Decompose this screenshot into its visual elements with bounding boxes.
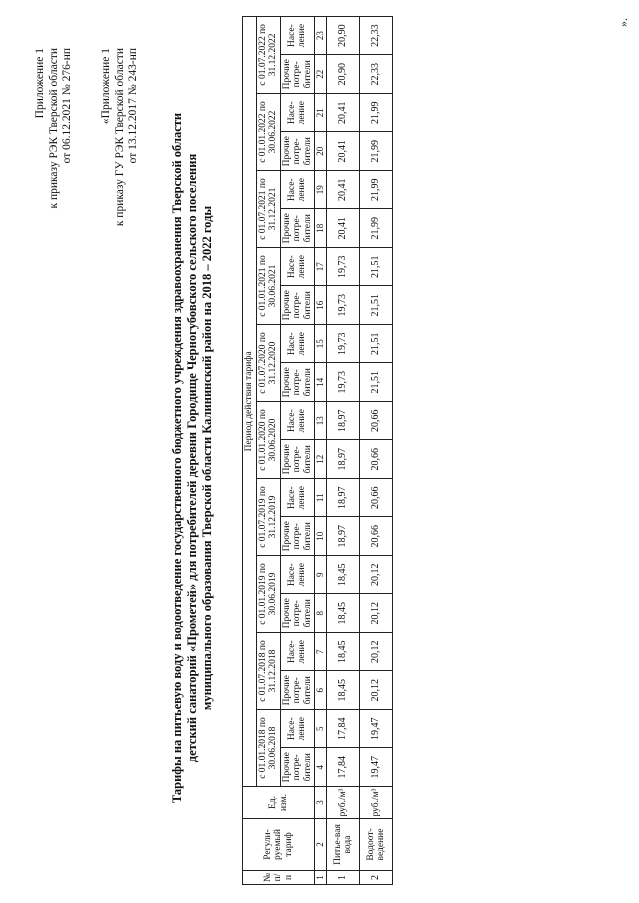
column-number: 5 [315, 710, 327, 749]
tariff-value: 19,73 [327, 286, 360, 325]
tariff-value: 21,99 [360, 209, 393, 248]
tariff-value: 19,73 [327, 325, 360, 364]
column-number: 4 [315, 748, 327, 787]
tariff-value: 20,41 [327, 132, 360, 171]
tariff-value: 19,73 [327, 363, 360, 402]
period-header: с 01.01.2020 по 30.06.2020 [256, 402, 280, 479]
tariff-value: 21,99 [360, 171, 393, 210]
period-header: с 01.01.2021 по 30.06.2021 [256, 248, 280, 325]
column-number: 16 [315, 286, 327, 325]
header-line: к приказу РЭК Тверской области [47, 48, 60, 209]
tariff-value: 19,73 [327, 248, 360, 287]
period-header: с 01.01.2019 по 30.06.2019 [256, 556, 280, 633]
consumer-other-header: Прочие потре-бители [280, 440, 315, 479]
row-tariff-name: Водоот-ведение [360, 819, 393, 871]
document-title [170, 43, 215, 873]
header-no: № п/п [243, 871, 315, 885]
period-header: с 01.07.2018 по 31.12.2018 [256, 633, 280, 710]
title-line: муниципального образования Тверской области Калининский район на 2018 – 2022 годы [200, 205, 214, 711]
period-header: с 01.01.2018 по 30.06.2018 [256, 710, 280, 787]
header-line: от 06.12.2021 № 276-нп [61, 48, 73, 164]
tariff-value: 18,45 [327, 671, 360, 710]
column-number: 9 [315, 556, 327, 595]
title-line: Тарифы на питьевую воду и водоотведение государственного бюджетного учреждения здравоохранения Тверской области [170, 112, 184, 804]
row-number: 2 [360, 871, 393, 885]
row-number: 1 [327, 871, 360, 885]
column-number: 23 [315, 16, 327, 55]
consumer-population-header: Насе-ление [280, 325, 315, 364]
tariff-value: 20,12 [360, 633, 393, 672]
consumer-population-header: Насе-ление [280, 633, 315, 672]
tariff-value: 21,99 [360, 94, 393, 133]
header-row-1 [243, 16, 257, 884]
column-number: 21 [315, 94, 327, 133]
tariff-value: 18,45 [327, 594, 360, 633]
column-number: 2 [315, 819, 327, 871]
row-unit: руб./м³ [360, 787, 393, 819]
consumer-population-header: Насе-ление [280, 248, 315, 287]
tariff-value: 17,84 [327, 748, 360, 787]
period-header: с 01.07.2021 по 31.12.2021 [256, 171, 280, 248]
consumer-population-header: Насе-ление [280, 16, 315, 55]
period-header: с 01.07.2022 по 31.12.2022 [256, 16, 280, 93]
column-number: 18 [315, 209, 327, 248]
header-row-consumers [280, 16, 315, 884]
appendix-header-original [100, 48, 141, 226]
tariff-value: 20,41 [327, 171, 360, 210]
row-tariff-name: Питье-вая вода [327, 819, 360, 871]
tariff-value: 21,51 [360, 286, 393, 325]
row-unit: руб./м³ [327, 787, 360, 819]
header-line: «Приложение 1 [100, 48, 112, 125]
tariff-value: 20,66 [360, 402, 393, 441]
consumer-population-header: Насе-ление [280, 710, 315, 749]
tariff-value: 20,12 [360, 671, 393, 710]
consumer-other-header: Прочие потре-бители [280, 517, 315, 556]
period-header: с 01.07.2020 по 31.12.2020 [256, 325, 280, 402]
consumer-other-header: Прочие потре-бители [280, 748, 315, 787]
tariff-value: 21,51 [360, 363, 393, 402]
tariff-value: 20,66 [360, 479, 393, 518]
tariff-value: 18,97 [327, 479, 360, 518]
tariff-value: 18,45 [327, 633, 360, 672]
column-number: 20 [315, 132, 327, 171]
tariff-value: 19,47 [360, 710, 393, 749]
tariff-value: 20,66 [360, 440, 393, 479]
consumer-population-header: Насе-ление [280, 556, 315, 595]
tariff-value: 18,97 [327, 402, 360, 441]
consumer-population-header: Насе-ление [280, 402, 315, 441]
header-unit: Ед. изм. [243, 787, 315, 819]
column-number: 3 [315, 787, 327, 819]
tariff-value: 20,41 [327, 209, 360, 248]
appendix-header-current [34, 48, 75, 209]
column-number: 15 [315, 325, 327, 364]
consumer-population-header: Насе-ление [280, 479, 315, 518]
column-number: 19 [315, 171, 327, 210]
consumer-other-header: Прочие потре-бители [280, 363, 315, 402]
tariff-value: 20,66 [360, 517, 393, 556]
table-row [327, 16, 360, 884]
period-header: с 01.01.2022 по 30.06.2022 [256, 94, 280, 171]
tariff-table-body [243, 16, 393, 884]
consumer-other-header: Прочие потре-бители [280, 594, 315, 633]
header-line: к приказу ГУ РЭК Тверской области [113, 48, 126, 227]
column-number: 7 [315, 633, 327, 672]
consumer-other-header: Прочие потре-бители [280, 132, 315, 171]
closing-quote: ». [616, 18, 630, 27]
title-line: детский санаторий «Прометей» для потребителей деревни Городище Черногубовского сельского поселения [185, 153, 199, 763]
tariff-value: 20,12 [360, 556, 393, 595]
tariff-value: 21,99 [360, 132, 393, 171]
tariff-value: 18,97 [327, 440, 360, 479]
table-row [360, 16, 393, 884]
column-number: 11 [315, 479, 327, 518]
column-number: 10 [315, 517, 327, 556]
period-header: с 01.07.2019 по 31.12.2019 [256, 479, 280, 556]
column-number: 12 [315, 440, 327, 479]
tariff-value: 21,51 [360, 325, 393, 364]
tariff-value: 17,84 [327, 710, 360, 749]
header-line: Приложение 1 [34, 48, 46, 119]
consumer-other-header: Прочие потре-бители [280, 286, 315, 325]
tariff-value: 21,51 [360, 248, 393, 287]
tariff-value: 20,90 [327, 16, 360, 55]
tariff-value: 18,97 [327, 517, 360, 556]
column-number-row [315, 16, 327, 884]
consumer-population-header: Насе-ление [280, 94, 315, 133]
tariff-value: 20,41 [327, 94, 360, 133]
tariff-value: 22,33 [360, 55, 393, 94]
consumer-other-header: Прочие потре-бители [280, 671, 315, 710]
header-period: Период действия тарифа [243, 16, 257, 786]
consumer-population-header: Насе-ление [280, 171, 315, 210]
column-number: 14 [315, 363, 327, 402]
tariff-value: 22,33 [360, 16, 393, 55]
column-number: 13 [315, 402, 327, 441]
header-row-periods [256, 16, 280, 884]
tariff-value: 18,45 [327, 556, 360, 595]
column-number: 22 [315, 55, 327, 94]
header-tariff: Регули-руемый тариф [243, 819, 315, 871]
header-line: от 13.12.2017 № 243-нп [127, 48, 139, 164]
column-number: 1 [315, 871, 327, 885]
tariff-table [242, 16, 393, 885]
consumer-other-header: Прочие потре-бители [280, 209, 315, 248]
column-number: 8 [315, 594, 327, 633]
column-number: 6 [315, 671, 327, 710]
column-number: 17 [315, 248, 327, 287]
consumer-other-header: Прочие потре-бители [280, 55, 315, 94]
tariff-value: 20,90 [327, 55, 360, 94]
tariff-value: 20,12 [360, 594, 393, 633]
tariff-value: 19,47 [360, 748, 393, 787]
